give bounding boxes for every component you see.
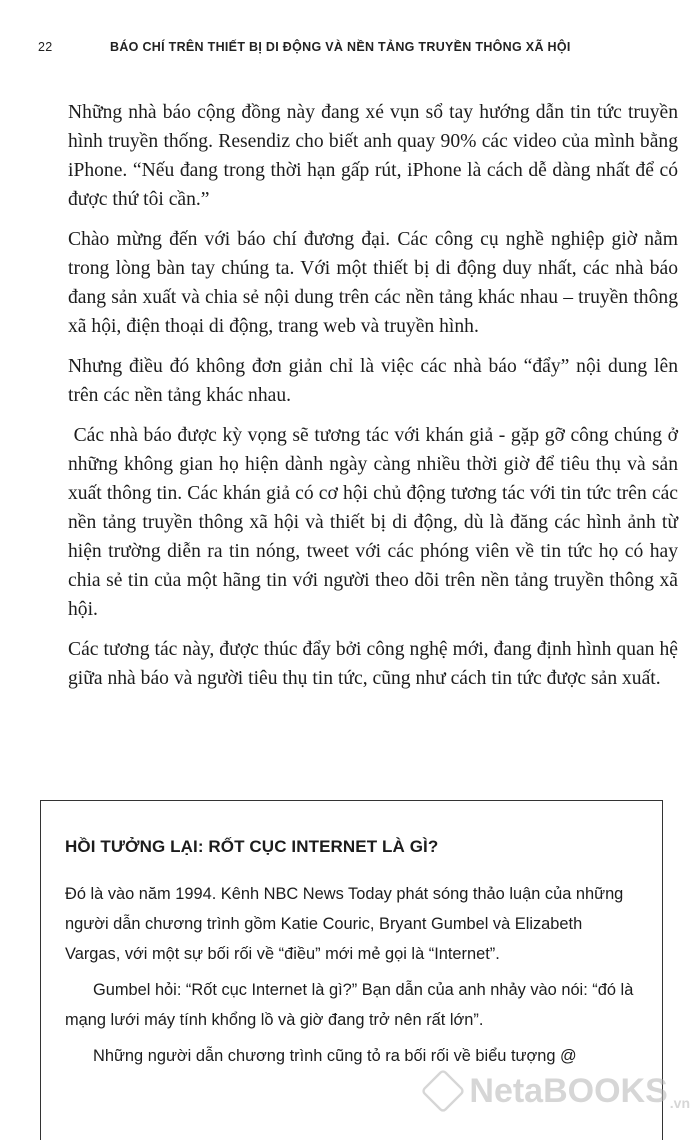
page-number: 22 [38,40,53,54]
watermark-suffix: .vn [669,1095,690,1111]
watermark [423,1071,690,1111]
box-paragraph: Gumbel hỏi: “Rốt cục Internet là gì?” Bạn dẫn của anh nhảy vào nói: “đó là mạng lưới máy tính khổng lồ và giờ đang trở nên rất lớn”. [65,981,634,1029]
paragraph: Chào mừng đến với báo chí đương đại. Các công cụ nghề nghiệp giờ nằm trong lòng bàn tay chúng ta. Với một thiết bị di động duy nhất, các nhà báo đang sản xuất và chia sẻ nội dung trên các nền tảng khác nhau – truyền thông xã hội, điện thoại di động, trang web và truyền hình. [68,229,678,337]
box-paragraph: Những người dẫn chương trình cũng tỏ ra bối rối về biểu tượng @ [93,1047,577,1065]
paragraph: Các tương tác này, được thúc đẩy bởi công nghệ mới, đang định hình quan hệ giữa nhà báo và người tiêu thụ tin tức, cũng như cách tin tức được sản xuất. [68,639,678,689]
watermark-brand: NetaBOOKS [469,1072,668,1110]
paragraph: Những nhà báo cộng đồng này đang xé vụn sổ tay hướng dẫn tin tức truyền hình truyền thống. Resendiz cho biết anh quay 90% các video của mình bằng iPhone. “Nếu đang trong thời hạn gấp rút, iPhone là cách dễ dàng nhất để có được thứ tôi cần.” [68,102,678,210]
paragraph: Nhưng điều đó không đơn giản chỉ là việc các nhà báo “đẩy” nội dung lên trên các nền tảng khác nhau. [68,356,678,406]
netabooks-logo-icon [421,1068,466,1113]
box-title: HỒI TƯỞNG LẠI: RỐT CỤC INTERNET LÀ GÌ? [65,837,439,856]
paragraph: Các nhà báo được kỳ vọng sẽ tương tác với khán giả - gặp gỡ công chúng ở những không gian họ hiện dành ngày càng nhiều thời giờ để tiêu thụ và sản xuất thông tin. Các khán giả có cơ hội chủ động tương tác với tin tức trên các nền tảng truyền thông xã hội và thiết bị di động, dù là đăng các hình ảnh từ hiện trường diễn ra tin nóng, tweet với các phóng viên về tin tức họ có hay chia sẻ tin của một hãng tin với người theo dõi trên nền tảng truyền thông xã hội. [68,425,683,620]
main-text [68,98,683,704]
box-paragraph: Đó là vào năm 1994. Kênh NBC News Today phát sóng thảo luận của những người dẫn chương trình gồm Katie Couric, Bryant Gumbel và Elizabeth Vargas, với một sự bối rối về “điều” mới mẻ gọi là “Internet”. [65,885,624,963]
running-title: BÁO CHÍ TRÊN THIẾT BỊ DI ĐỘNG VÀ NỀN TẢNG TRUYỀN THÔNG XÃ HỘI [110,40,571,54]
